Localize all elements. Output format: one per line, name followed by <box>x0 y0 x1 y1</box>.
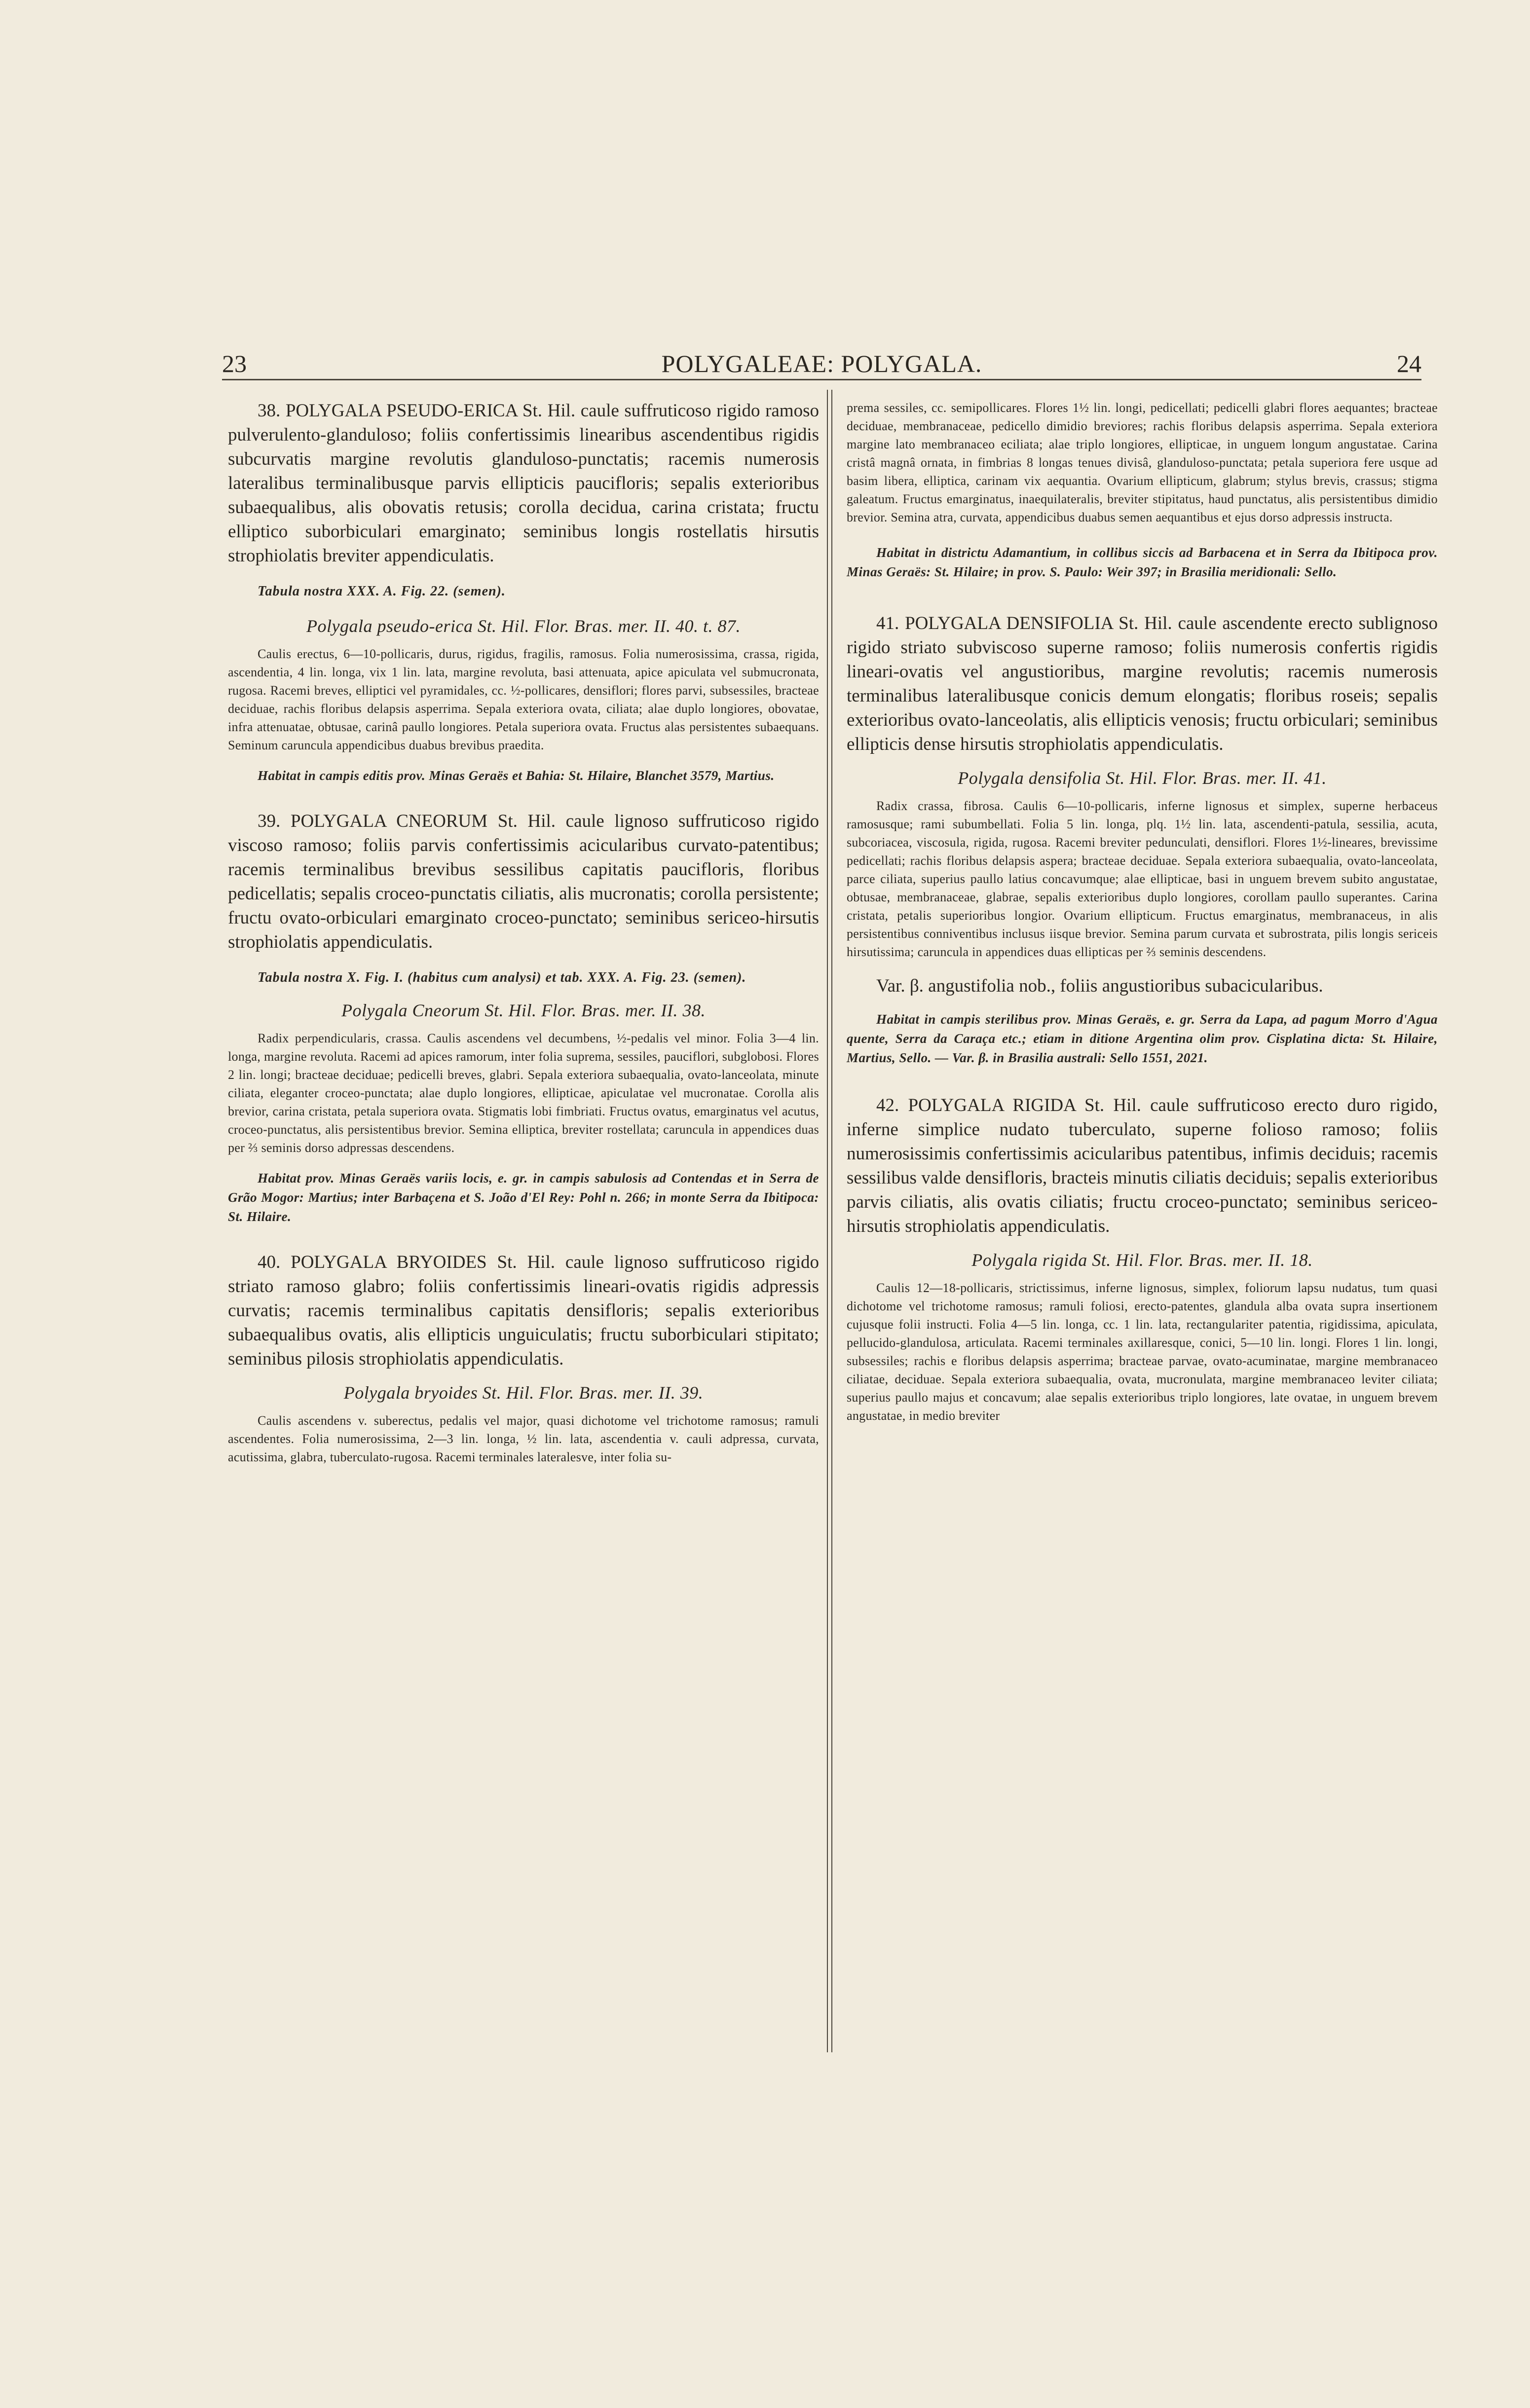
right-page-number: 24 <box>1397 350 1421 377</box>
description-40: Caulis ascendens v. suberectus, pedalis vel major, quasi dichotome vel trichotome ramosus; ramuli ascendentes. Folia numerosissima, 2—3 lin. longa, ½ lin. lata, ascendentia v. cauli adpressa, curvata, acutissima, glabra, tuberculato-rugosa. Racemi terminales lateralesve, inter folia su- <box>228 1413 819 1464</box>
synonym-42: Polygala rigida St. Hil. Flor. Bras. mer. II. 18. <box>971 1250 1313 1270</box>
left-column <box>228 399 819 1466</box>
synonym-40: Polygala bryoides St. Hil. Flor. Bras. mer. II. 39. <box>343 1383 704 1403</box>
species-diagnosis-40: 40. POLYGALA BRYOIDES St. Hil. caule lignoso suffruticoso rigido striato ramoso glabro; foliis confertissimis lineari-ovatis rigidis adpressis curvatis; racemis terminalibus capitatis densifloris; sepalis exterioribus subaequalibus ovatis, alis ellipticis unguiculatis; fructu suborbiculari stipitato; seminibus pilosis strophiolatis appendiculatis. <box>228 1252 819 1369</box>
species-diagnosis-42: 42. POLYGALA RIGIDA St. Hil. caule suffruticoso erecto duro rigido, inferne simplice nudato tuberculato, superne folioso ramoso; foliis numerosissimis confertissimis acicularibus patentibus, infimis deciduis; racemis sessilibus valde densifloris, bracteis minutis ciliatis deciduis; sepalis exterioribus parvis ciliatis, alis ovatis ciliatis; fructu croceo-punctato; seminibus sericeo-hirsutis strophiolatis appendiculatis. <box>847 1095 1438 1236</box>
description-39: Radix perpendicularis, crassa. Caulis ascendens vel decumbens, ½-pedalis vel minor. Folia 3—4 lin. longa, margine revoluta. Racemi ad apices ramorum, inter folia suprema, sessiles, pauciflori, subglobosi. Flores 2 lin. longi; bracteae deciduae; pedicelli breves, glabri. Sepala exteriora subaequalia, ovato-lanceolata, minute ciliata, eleganter croceo-punctata; alae duplo longiores, ellipticae, apiculatae vel mucronatae. Corolla alis brevior, carina cristata, petala superiora ovata. Stigmatis lobi fimbriati. Fructus ovatus, emarginatus vel acutus, croceo-punctatus, alis persistentibus brevior. Semina elliptica, breviter rostellata; caruncula in appendices duas per ⅔ seminis dorso adpressas descendens. <box>228 1031 819 1155</box>
synonym-39: Polygala Cneorum St. Hil. Flor. Bras. mer. II. 38. <box>341 1000 706 1020</box>
habitat-41: Habitat in campis sterilibus prov. Minas Geraës, e. gr. Serra da Lapa, ad pagum Morro d'Agua quente, Serra da Caraça etc.; etiam in ditione Argentina olim prov. Cisplatina dicta: St. Hilaire, Martius, Sello. — Var. β. in Brasilia australi: Sello 1551, 2021. <box>847 1012 1438 1065</box>
description-38: Caulis erectus, 6—10-pollicaris, durus, rigidus, fragilis, ramosus. Folia numerosissima, crassa, rigida, ascendentia, 4 lin. longa, vix 1 lin. lata, margine revoluta, basi attenuata, apice apiculata vel submucronata, rugosa. Racemi breves, elliptici vel pyramidales, cc. ½-pollicares, densiflori; flores parvi, subsessiles, bracteae deciduae, rachis floribus delapsis asperrima. Sepala exteriora ovata, ciliata; alae duplo longiores, obovatae, infra attenuatae, obtusae, carinâ paullo longiores. Petala superiora ovata. Fructus alas persistentes subaequans. Seminum caruncula appendicibus duabus brevibus praedita. <box>228 647 819 752</box>
habitat-40: Habitat in districtu Adamantium, in collibus siccis ad Barbacena et in Serra da Ibitipoca prov. Minas Geraës: St. Hilaire; in prov. S. Paulo: Weir 397; in Brasilia meridionali: Sello. <box>847 545 1438 579</box>
header-rule <box>222 379 1421 380</box>
species-diagnosis-41: 41. POLYGALA DENSIFOLIA St. Hil. caule ascendente erecto sublignoso rigido striato subviscoso superne ramoso; foliis numerosis confertis rigidis lineari-ovatis vel angustioribus, margine revolutis; racemis numerosis terminalibus lateralibusque conicis demum elongatis; floribus roseis; sepalis exterioribus ovato-lanceolatis, alis ellipticis venosis; fructu orbiculari; seminibus ellipticis dense hirsutis strophiolatis appendiculatis. <box>847 613 1438 754</box>
column-divider <box>827 390 832 2052</box>
right-column <box>847 399 1438 1425</box>
synonym-38: Polygala pseudo-erica St. Hil. Flor. Bras. mer. II. 40. t. 87. <box>306 616 741 636</box>
synonym-41: Polygala densifolia St. Hil. Flor. Bras. mer. II. 41. <box>958 768 1327 788</box>
left-page-number: 23 <box>222 350 247 377</box>
plate-reference-38: Tabula nostra XXX. A. Fig. 22. (semen). <box>258 584 506 599</box>
habitat-39: Habitat prov. Minas Geraës variis locis, e. gr. in campis sabulosis ad Contendas et in Serra de Grão Mogor: Martius; inter Barbaçena et S. João d'El Rey: Pohl n. 266; in monte Serra da Ibitipoca: St. Hilaire. <box>228 1171 819 1224</box>
plate-reference-39: Tabula nostra X. Fig. I. (habitus cum analysi) et tab. XXX. A. Fig. 23. (semen). <box>258 970 746 985</box>
description-40-continued: prema sessiles, cc. semipollicares. Flores 1½ lin. longi, pedicellati; pedicelli glabri flores aequantes; bracteae deciduae, membranaceae, pedicello dimidio breviores; rachis floribus delapsis asperrima. Sepala exteriora margine lato membranaceo eciliata; alae triplo longiores, ellipticae, in unguem longum angustatae. Carina cristâ magnâ ornata, in fimbrias 8 longas tenues divisâ, glanduloso-punctata; petala superiora fere usque ad basim libera, elliptica, carinam vix aequantia. Ovarium ellipticum, glabrum; stylus brevis, crassus; stigma galeatum. Fructus emarginatus, inaequilateralis, breviter stipitatus, haud punctatus, alis persistentibus dimidio brevior. Semina atra, curvata, appendicibus duabus semen aequantibus et ejus dorso adpressis instructa. <box>847 401 1438 524</box>
description-42: Caulis 12—18-pollicaris, strictissimus, inferne lignosus, simplex, foliorum lapsu nudatus, tum quasi dichotome vel trichotome ramosus; ramuli foliosi, erecto-patentes, glandula alba ovata supra insertionem cujusque folii instructi. Folia 4—5 lin. longa, cc. 1 lin. lata, rectangulariter patentia, rigidissima, apiculata, pellucido-glandulosa, articulata. Racemi terminales axillaresque, conici, 5—10 lin. longi. Flores 1 lin. longi, subsessiles; rachis e floribus delapsis asperrima; bracteae parvae, ovato-acuminatae, margine membranaceo ciliatae, deciduae. Sepala exteriora subaequalia, ovata, mucronulata, margine membranaceo leviter ciliata; superius paullo majus et concavum; alae sepalis exterioribus triplo longiores, late ovatae, in unguem brevem angustatae, in medio breviter <box>847 1281 1438 1423</box>
habitat-38: Habitat in campis editis prov. Minas Geraës et Bahia: St. Hilaire, Blanchet 3579, Martius. <box>258 768 775 783</box>
description-41: Radix crassa, fibrosa. Caulis 6—10-pollicaris, inferne lignosus et simplex, superne herbaceus ramosusque; rami subumbellati. Folia 5 lin. longa, plq. 1½ lin. lata, ascendenti-patula, sessilia, acuta, subcoriacea, viscosula, rigida, rugosa. Racemi breviter pedunculati, densiflori. Flores 1½-lineares, brevissime pedicellati; rachis floribus delapsis aspera; bracteae deciduae. Sepala exteriora subaequalia, ovato-lanceolata, parce ciliata, superius paullo latius concavumque; alae ellipticae, basi in unguem brevem subito angustatae, obtusae, membranaceae, glabrae, sepalis exterioribus duplo longiores, corollam paullo superantes. Carina cristata, petalis superioribus longior. Ovarium ellipticum. Fructus emarginatus, membranaceus, in alis persistentibus conniventibus inclusus iisque brevior. Semina parum curvata et subrostrata, pilis longis sericeis hirsutissima; caruncula in appendices duas ellipticas per ⅔ seminis descendens. <box>847 799 1438 959</box>
species-diagnosis-39: 39. POLYGALA CNEORUM St. Hil. caule lignoso suffruticoso rigido viscoso ramoso; foliis parvis confertissimis acicularibus curvato-patentibus; racemis terminalibus brevibus sessilibus capitatis paucifloris, floribus pedicellatis; sepalis croceo-punctatis ciliatis, alis mucronatis; corolla persistente; fructu ovato-orbiculari emarginato croceo-punctato; seminibus sericeo-hirsutis strophiolatis appendiculatis. <box>228 811 819 952</box>
running-header <box>222 349 1421 389</box>
variety-beta: Var. β. angustifolia nob., foliis angustioribus subacicularibus. <box>876 976 1323 996</box>
running-title: POLYGALEAE: POLYGALA. <box>661 350 982 377</box>
species-diagnosis-38: 38. POLYGALA PSEUDO-ERICA St. Hil. caule suffruticoso rigido ramoso pulverulento-glanduloso; foliis confertissimis linearibus ascendentibus rigidis subcurvatis margine revolutis glanduloso-punctatis; racemis numerosis lateralibus terminalibusque parvis ellipticis paucifloris; sepalis exterioribus subaequalibus, alis obovatis retusis; corolla decidua, carina cristata; fructu elliptico suborbiculari emarginato; seminibus longis rostellatis hirsutis strophiolatis breviter appendiculatis. <box>228 401 819 566</box>
